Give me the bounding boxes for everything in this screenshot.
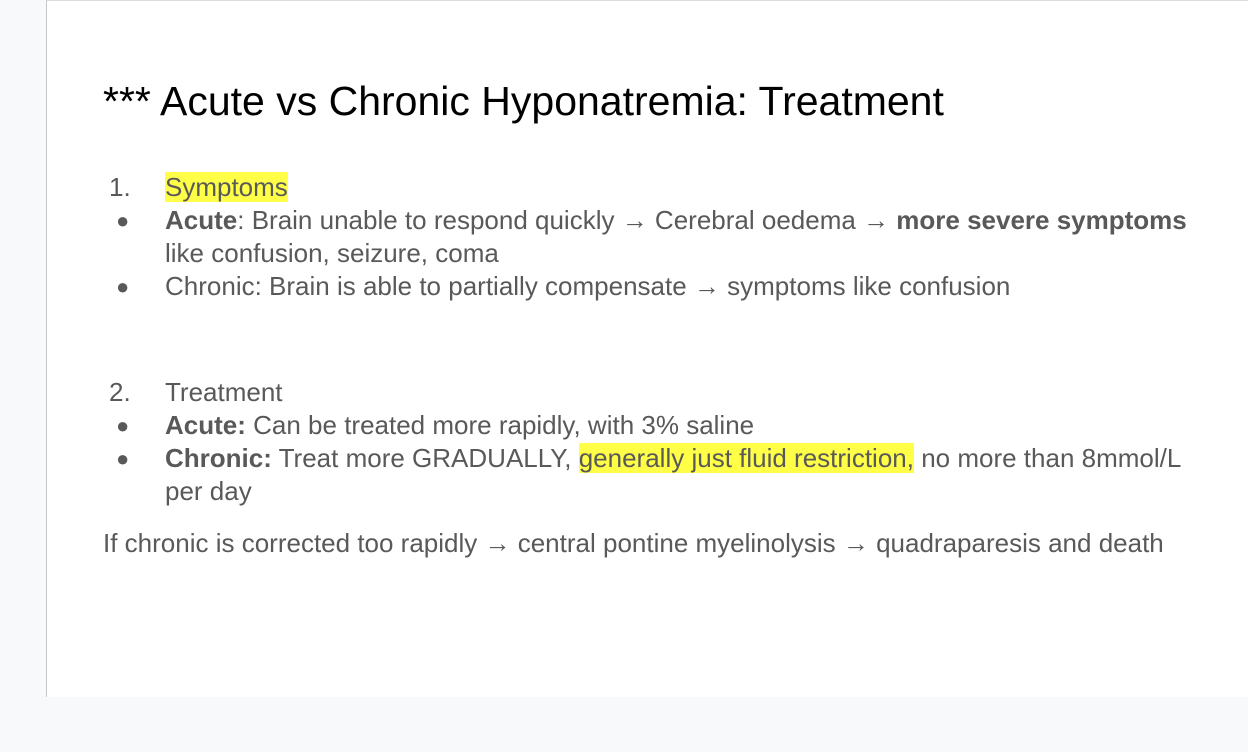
bullet-icon: ● — [116, 446, 130, 471]
numbered-item-treatment — [103, 376, 1203, 409]
symptoms-section — [103, 171, 1203, 303]
chronic-text: Chronic: Brain is able to partially compensate → symptoms like confusion — [165, 271, 1011, 301]
bullet-chronic-symptoms — [103, 270, 1203, 303]
chronic-label: Chronic: — [165, 443, 272, 473]
treatment-heading: Treatment — [165, 377, 283, 407]
bullet-acute-symptoms — [103, 204, 1203, 270]
list-number: 1. — [109, 172, 131, 202]
bullet-chronic-treatment — [103, 442, 1203, 508]
chronic-treatment-text-end: no more than 8mmol/L per day — [165, 443, 1181, 506]
acute-text-end: like confusion, seizure, coma — [165, 238, 499, 268]
numbered-item-symptoms — [103, 171, 1203, 204]
chronic-treatment-text: Treat more GRADUALLY, — [271, 443, 579, 473]
acute-treatment-text: Can be treated more rapidly, with 3% saline — [245, 410, 755, 440]
slide-title: *** Acute vs Chronic Hyponatremia: Treatment — [103, 78, 944, 124]
bullet-icon: ● — [116, 208, 130, 233]
acute-label: Acute: — [165, 410, 246, 440]
bullet-acute-treatment — [103, 409, 1203, 442]
footer-paragraph: If chronic is corrected too rapidly → central pontine myelinolysis → quadraparesis and death — [103, 528, 1164, 558]
bullet-icon: ● — [116, 274, 130, 299]
symptoms-heading: Symptoms — [165, 172, 288, 202]
acute-label: Acute — [165, 205, 238, 235]
acute-emphasis: more severe symptoms — [896, 205, 1187, 235]
acute-text: : Brain unable to respond quickly → Cerebral oedema → — [237, 205, 897, 235]
bullet-icon: ● — [116, 413, 130, 438]
treatment-section — [103, 376, 1203, 508]
list-number: 2. — [109, 377, 131, 407]
slide-canvas[interactable] — [46, 0, 1248, 697]
highlighted-text: generally just fluid restriction, — [578, 443, 914, 473]
